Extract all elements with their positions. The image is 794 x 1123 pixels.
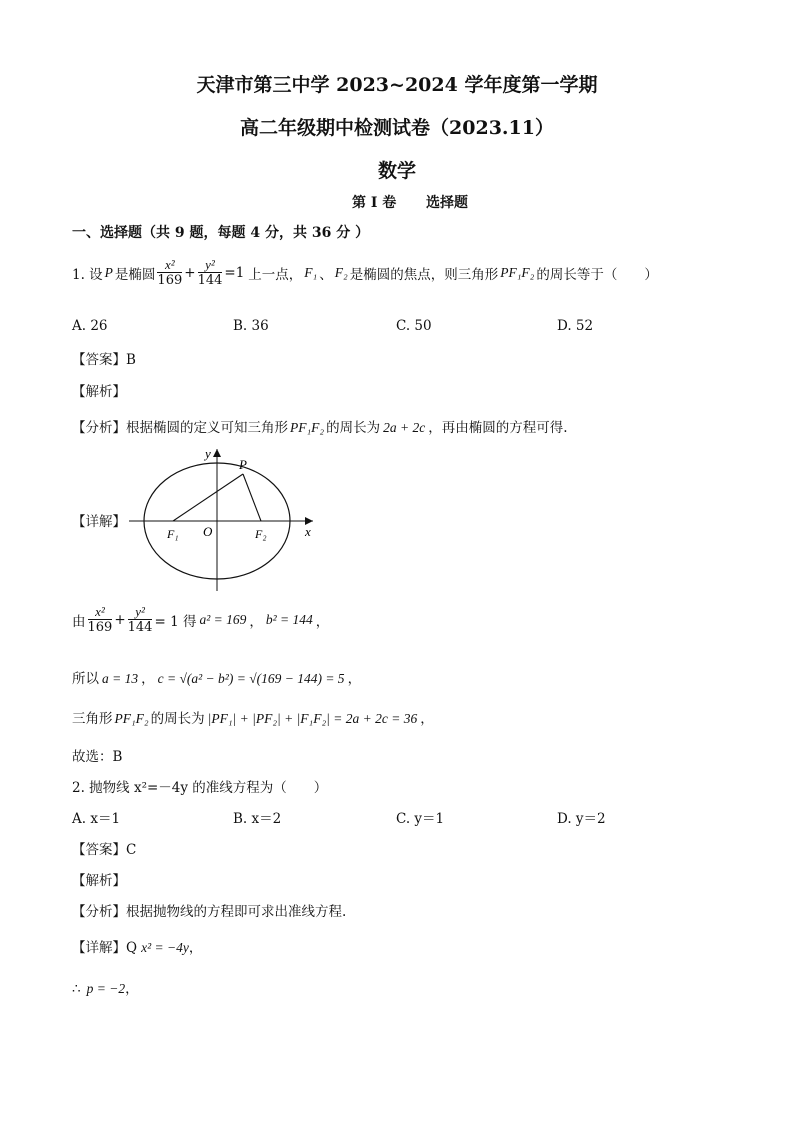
q1-fenxi-tag: 【分析】 <box>72 420 126 436</box>
segment-pf2 <box>243 474 261 521</box>
q1-fenxi-c: ，再由椭圆的方程可得. <box>428 420 568 436</box>
q1-step1-eq: = 1 得 <box>154 613 197 630</box>
q1-step3-comma: ， <box>420 711 434 727</box>
label-f1: F₁ <box>167 527 179 541</box>
q1-step1-a: 由 <box>72 613 86 630</box>
q1-eq-plus: + <box>184 264 196 281</box>
q1-step1-frac-x <box>88 604 113 635</box>
exam-subject: 数学 <box>377 160 416 182</box>
q1-frac-x <box>157 257 182 288</box>
q1-step1-frac-y-num: y² <box>128 604 153 620</box>
volume-title: 选择题 <box>426 195 468 211</box>
q2-detail-tag: 【详解】 <box>72 940 126 956</box>
q1-answer-tag: 【答案】 <box>72 352 126 368</box>
q1-step1-b2: b² = 144 <box>265 611 313 627</box>
y-axis-arrow <box>213 449 221 457</box>
q1-var-p: P <box>104 264 113 280</box>
q1-f2: F₂ <box>334 264 348 280</box>
q1-frac-y <box>198 257 223 288</box>
q1-step1 <box>72 604 329 635</box>
q1-answer <box>72 348 136 368</box>
q1-step1-a2: a² = 169 <box>199 611 247 627</box>
q1-text-d: 的周长等于（ ） <box>536 266 658 283</box>
q1-option-b: B. 36 <box>233 318 269 334</box>
ellipse-diagram <box>125 445 325 595</box>
q2-step <box>72 977 139 997</box>
label-p: P <box>239 457 247 472</box>
label-o: O <box>203 524 213 539</box>
q1-option-a: A. 26 <box>72 318 108 334</box>
q2-detail-eq: x² = −4y <box>141 940 189 955</box>
q1-prefix: 1. 设 <box>72 266 103 283</box>
q1-frac-x-den: 169 <box>157 273 183 288</box>
q1-detail-tag: 【详解】 <box>72 514 126 530</box>
q1-step1-frac-y <box>128 604 153 635</box>
q1-sep: 、 <box>319 266 333 283</box>
q1-fenxi-expr: 2a + 2c <box>383 420 426 435</box>
q2-detail-comma: ， <box>188 940 203 956</box>
q2-option-c: C. y＝1 <box>396 811 445 827</box>
q1-f1: F₁ <box>304 264 318 280</box>
q2-option-b: B. x＝2 <box>233 811 282 827</box>
q1-text-a: 是椭圆 <box>114 266 156 283</box>
q2-answer <box>72 838 136 858</box>
q2-answer-tag: 【答案】 <box>72 842 126 858</box>
q1-answer-value: B <box>126 352 136 368</box>
q1-option-d: D. 52 <box>557 318 594 334</box>
q1-step2-a: 所以 <box>72 671 99 687</box>
q1-step2-a-val: a = 13 <box>102 671 139 686</box>
q2-fenxi-tag: 【分析】 <box>72 904 126 920</box>
q2-answer-value: C <box>126 842 137 858</box>
label-f2: F₂ <box>255 527 267 541</box>
q1-fenxi <box>72 416 568 436</box>
q1-step3-expr: |PF₁| + |PF₂| + |F₁F₂| = 2a + 2c = 36 <box>207 711 418 726</box>
q1-frac-x-num: x² <box>157 257 182 273</box>
segment-pf1 <box>173 474 243 521</box>
q1-option-c: C. 50 <box>396 318 432 334</box>
label-x: x <box>305 524 311 539</box>
q1-analysis-tag: 【解析】 <box>72 384 126 400</box>
q1-step1-comma2: ， <box>315 613 330 630</box>
q1-frac-y-num: y² <box>198 257 223 273</box>
q1-triangle: PF₁F₂ <box>500 264 535 280</box>
exam-title-line2: 高二年级期中检测试卷（2023.11） <box>240 117 554 139</box>
q1-step2-c-val: c = √(a² − b²) = √(169 − 144) = 5 <box>157 671 345 686</box>
q1-frac-y-den: 144 <box>197 273 223 288</box>
q1-fenxi-triangle: PF₁F₂ <box>290 420 325 435</box>
q1-step3 <box>72 707 434 727</box>
q1-conclusion: 故选：B <box>72 749 123 765</box>
question-1-stem <box>72 257 658 288</box>
q2-option-d: D. y＝2 <box>557 811 606 827</box>
q2-step-comma: ， <box>125 981 139 997</box>
q1-text-b: 上一点， <box>248 266 303 283</box>
label-y: y <box>205 446 211 461</box>
q1-text-c: 是椭圆的焦点，则三角形 <box>349 266 499 283</box>
q1-step2 <box>72 667 361 687</box>
q2-detail-q: Q <box>126 940 138 956</box>
question-2-stem: 2. 抛物线 x²=－4y 的准线方程为（ ） <box>72 780 328 796</box>
q1-step2-comma2: ， <box>347 671 362 687</box>
section-heading: 一、选择题（共 9 题，每题 4 分，共 36 分 ） <box>72 225 370 241</box>
q1-step2-comma1: ， <box>141 671 155 687</box>
exam-title-line1: 天津市第三中学 2023~2024 学年度第一学期 <box>196 74 598 96</box>
q1-step1-frac-y-den: 144 <box>127 620 153 635</box>
q1-step1-plus: + <box>114 611 126 628</box>
q2-fenxi <box>72 900 346 920</box>
q1-step1-comma1: ， <box>249 613 263 630</box>
therefore-symbol: ∴ <box>72 981 81 997</box>
q1-step1-frac-x-num: x² <box>88 604 113 620</box>
q1-eq-rhs: =1 <box>224 264 245 281</box>
q1-step3-b: 的周长为 <box>150 711 205 727</box>
q1-fenxi-a: 根据椭圆的定义可知三角形 <box>126 420 288 436</box>
q2-detail <box>72 936 202 956</box>
q2-analysis-tag: 【解析】 <box>72 873 126 889</box>
q1-fenxi-b: 的周长为 <box>326 420 381 436</box>
q2-fenxi-text: 根据抛物线的方程即可求出准线方程. <box>126 904 347 920</box>
q1-step3-triangle: PF₁F₂ <box>114 711 149 726</box>
q1-step3-a: 三角形 <box>72 711 113 727</box>
q1-step1-frac-x-den: 169 <box>87 620 113 635</box>
q2-option-a: A. x＝1 <box>72 811 121 827</box>
volume-label: 第 I 卷 <box>352 195 397 211</box>
q2-step-eq: p = −2 <box>86 981 126 996</box>
